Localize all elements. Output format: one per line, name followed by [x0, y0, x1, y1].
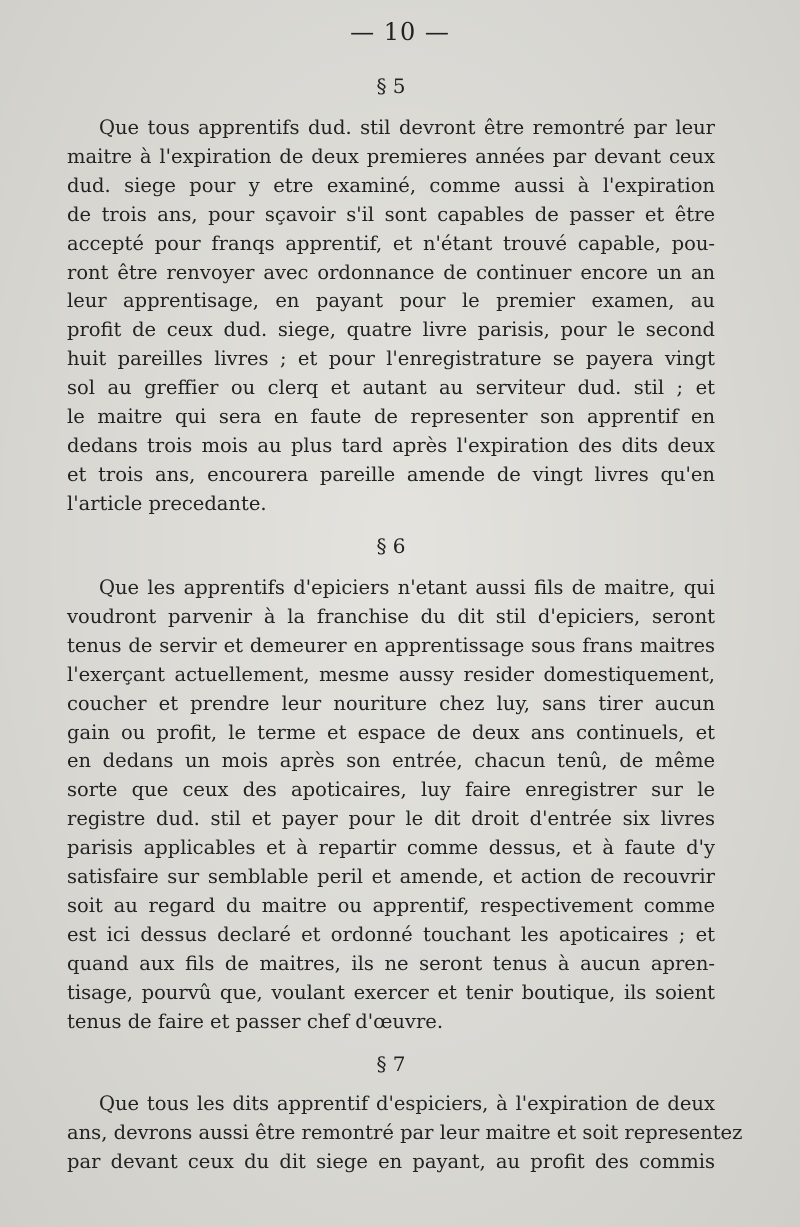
text-line: satisfaire sur semblable peril et amende, et action de recouvrir [67, 865, 715, 889]
text-line: en dedans un mois après son entrée, chacun tenû, de même [67, 749, 715, 773]
section-paragraph [67, 114, 715, 519]
section-paragraph [67, 574, 715, 1037]
text-line: tenus de servir et demeurer en apprentissage sous frans maitres [67, 633, 715, 657]
section-heading: § 6 [376, 534, 406, 558]
section-heading: § 7 [376, 1052, 406, 1076]
text-line: voudront parvenir à la franchise du dit stil d'epiciers, seront [67, 604, 715, 628]
text-line: l'exerçant actuellement, mesme aussy resider domestiquement, [67, 662, 715, 686]
text-line: profit de ceux dud. siege, quatre livre parisis, pour le second [67, 318, 715, 342]
text-line: dedans trois mois au plus tard après l'expiration des dits deux [67, 433, 715, 457]
text-line: parisis applicables et à repartir comme dessus, et à faute d'y [67, 836, 715, 860]
text-line: sol au greffier ou clerq et autant au serviteur dud. stil ; et [67, 376, 715, 400]
text-line: tisage, pourvû que, voulant exercer et tenir boutique, ils soient [67, 980, 715, 1004]
section-5 [67, 72, 715, 519]
text-line: le maitre qui sera en faute de representer son apprentif en [67, 405, 715, 429]
text-line: par devant ceux du dit siege en payant, au profit des commis [67, 1149, 715, 1173]
text-line: Que tous apprentifs dud. stil devront être remontré par leur [99, 116, 715, 139]
section-7 [67, 1050, 743, 1177]
text-line: coucher et prendre leur nouriture chez luy, sans tirer aucun [67, 691, 715, 715]
section-heading: § 5 [376, 74, 406, 98]
text-line: tenus de faire et passer chef d'œuvre. [67, 1009, 444, 1033]
text-line: huit pareilles livres ; et pour l'enregistrature se payera vingt [67, 347, 715, 371]
text-line: gain ou profit, le terme et espace de deux ans continuels, et [67, 720, 715, 744]
text-line: maitre à l'expiration de deux premieres années par devant ceux [67, 144, 715, 168]
text-line: Que tous les dits apprentif d'espiciers, à l'expiration de deux [99, 1092, 715, 1115]
text-line: et trois ans, encourera pareille amende de vingt livres qu'en [67, 462, 715, 486]
text-line: ront être renvoyer avec ordonnance de continuer encore un an [67, 260, 715, 284]
section-6 [67, 532, 715, 1037]
text-line: de trois ans, pour sçavoir s'il sont capables de passer et être [67, 202, 715, 226]
page-number: — 10 — [350, 18, 450, 46]
text-line: ans, devrons aussi être remontré par leur maitre et soit representez [67, 1120, 743, 1144]
text-line: soit au regard du maitre ou apprentif, respectivement comme [67, 893, 715, 917]
text-line: sorte que ceux des apoticaires, luy faire enregistrer sur le [67, 778, 715, 802]
text-line: leur apprentisage, en payant pour le premier examen, au [67, 289, 715, 313]
section-paragraph [67, 1090, 743, 1177]
text-line: l'article precedante. [67, 491, 267, 515]
text-line: est ici dessus declaré et ordonné touchant les apoticaires ; et [67, 922, 715, 946]
text-line: accepté pour franqs apprentif, et n'étant trouvé capable, pou- [67, 231, 715, 255]
text-line: Que les apprentifs d'epiciers n'etant aussi fils de maitre, qui [99, 576, 715, 599]
text-line: registre dud. stil et payer pour le dit droit d'entrée six livres [67, 807, 715, 831]
text-line: dud. siege pour y etre examiné, comme aussi à l'expiration [67, 173, 715, 197]
text-line: quand aux fils de maitres, ils ne seront tenus à aucun apren- [67, 951, 715, 975]
